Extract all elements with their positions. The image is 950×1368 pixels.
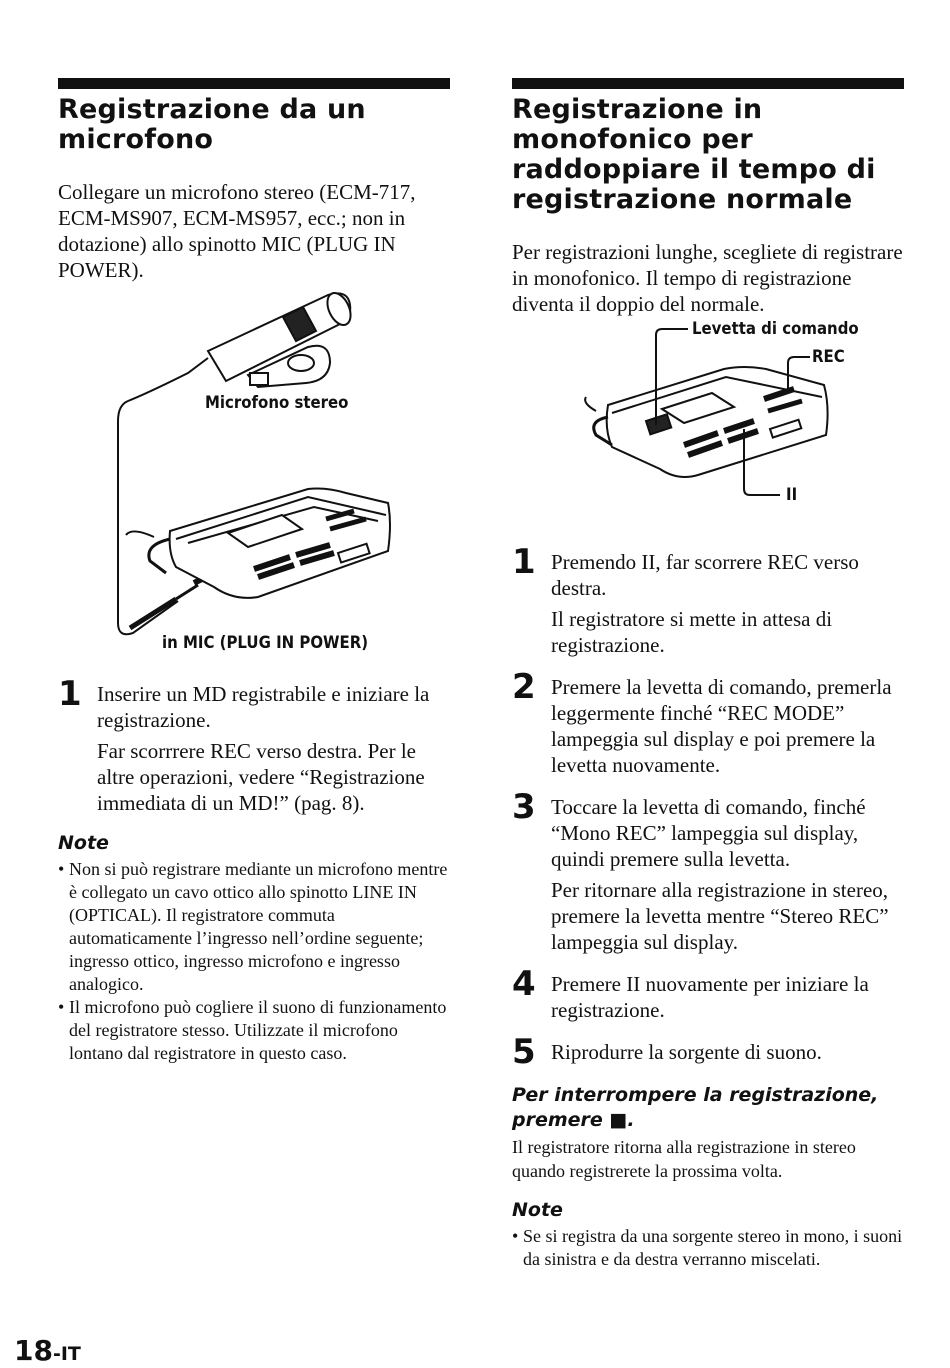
step-subtext: Far scorrrere REC verso destra. Per le altre operazioni, vedere “Registrazione immediata di un MD!” (pag. 8). <box>97 739 425 815</box>
section-rule <box>512 78 904 89</box>
step-number: 1 <box>58 674 82 714</box>
step-number: 2 <box>512 667 536 707</box>
stop-recording-heading: Per interrompere la registrazione, premere ■. <box>512 1084 879 1131</box>
step-text: Toccare la levetta di comando, finché “Mono REC” lampeggia sul display, quindi premere sulla levetta. <box>551 795 866 871</box>
step-number: 3 <box>512 787 536 827</box>
step-subtext: Il registratore si mette in attesa di registrazione. <box>551 607 833 657</box>
label-mic-jack: in MIC (PLUG IN POWER) <box>162 633 369 653</box>
microphone-recorder-illustration <box>58 283 450 675</box>
right-column <box>512 78 904 1271</box>
note-item: • Se si registra da una sorgente stereo in mono, i suoni da sinistra e da destra verranno miscelati. <box>512 1225 904 1271</box>
intro-paragraph: Per registrazioni lunghe, scegliete di registrare in monofonico. Il tempo di registrazione diventa il doppio del normale. <box>512 240 903 316</box>
recorder-controls-figure <box>512 317 904 535</box>
note-heading: Note <box>58 832 109 854</box>
step-text: Riprodurre la sorgente di suono. <box>551 1040 822 1064</box>
page-number-value: 18 <box>14 1334 53 1367</box>
section-title-mono: Registrazione in monofonico per raddoppiare il tempo di registrazione normale <box>512 94 876 215</box>
step-text: Inserire un MD registrabile e iniziare la registrazione. <box>97 682 430 732</box>
note-list <box>512 1225 904 1271</box>
step-5 <box>512 1032 904 1072</box>
page-number-suffix: -IT <box>52 1343 81 1365</box>
label-rec: REC <box>812 347 845 367</box>
step-number: 1 <box>512 542 536 582</box>
label-control-lever: Levetta di comando <box>692 319 859 339</box>
note-list <box>58 858 450 1065</box>
step-subtext: Per ritornare alla registrazione in stereo, premere la levetta mentre “Stereo REC” lampeggia sul display. <box>551 878 889 954</box>
note-item: • Il microfono può cogliere il suono di funzionamento del registratore stesso. Utilizzate il microfono lontano dal registratore in questo caso. <box>58 996 450 1065</box>
step-1 <box>512 542 904 658</box>
section-title-microphone: Registrazione da un microfono <box>58 94 366 155</box>
left-column <box>58 78 450 1065</box>
step-number: 5 <box>512 1032 536 1072</box>
stop-recording-text: Il registratore ritorna alla registrazione in stereo quando registrerete la prossima volta. <box>512 1137 856 1181</box>
page-number <box>14 1334 81 1367</box>
note-heading: Note <box>512 1199 563 1221</box>
step-2 <box>512 667 904 778</box>
step-text: Premere II nuovamente per iniziare la registrazione. <box>551 972 869 1022</box>
recorder-controls-illustration <box>512 317 904 535</box>
label-pause: II <box>786 485 798 505</box>
note-item: • Non si può registrare mediante un microfono mentre è collegato un cavo ottico allo spinotto LINE IN (OPTICAL). Il registratore commuta automaticamente l’ingresso nell’ordine seguente; ingresso ottico, ingresso microfono e ingresso analogico. <box>58 858 450 996</box>
label-stereo-microphone: Microfono stereo <box>205 393 349 413</box>
section-rule <box>58 78 450 89</box>
step-4 <box>512 964 904 1023</box>
step-3 <box>512 787 904 955</box>
step-1 <box>58 674 450 816</box>
microphone-figure <box>58 283 450 675</box>
step-text: Premendo II, far scorrere REC verso destra. <box>551 550 859 600</box>
intro-paragraph: Collegare un microfono stereo (ECM-717, ECM-MS907, ECM-MS957, ecc.; non in dotazione) allo spinotto MIC (PLUG IN POWER). <box>58 180 416 282</box>
step-number: 4 <box>512 964 536 1004</box>
step-text: Premere la levetta di comando, premerla leggermente finché “REC MODE” lampeggia sul display e poi premere la levetta nuovamente. <box>551 675 892 777</box>
